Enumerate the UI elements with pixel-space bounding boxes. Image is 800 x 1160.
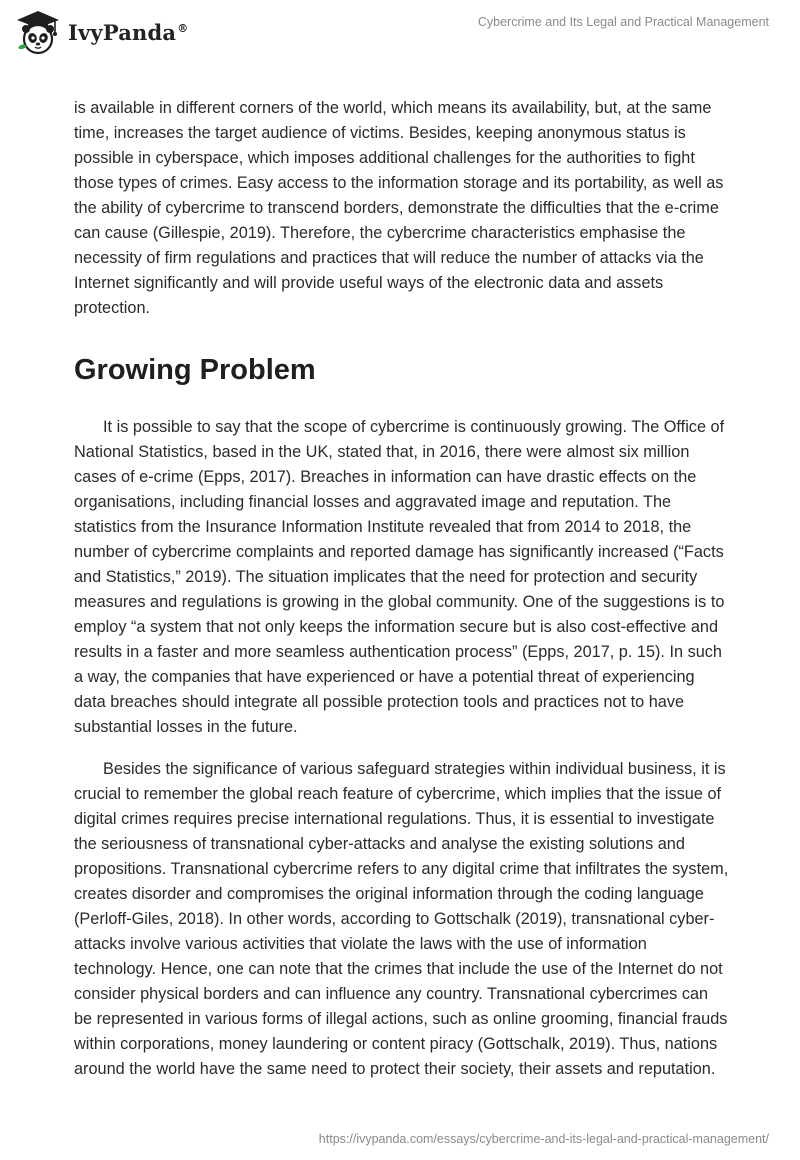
panda-graduate-icon [14,8,62,56]
page-header [0,0,800,64]
intro-paragraph: is available in different corners of the world, which means its availability, but, at the same time, increases the target audience of victims. Besides, keeping anonymous status is possible in cyberspace, which imposes additional challenges for the authorities to fight those types of crimes. Easy access to the information storage and its portability, as well as the ability of cybercrime to transcend borders, demonstrate the difficulties that the e-crime can cause (Gillespie, 2019). Therefore, the cybercrime characteristics emphasise the necessity of firm regulations and practices that will reduce the number of attacks via the Internet significantly and will provide useful ways of the electronic data and assets protection. [74,99,724,317]
brand-name: IvyPanda® [68,19,189,45]
body-paragraph-1: It is possible to say that the scope of cybercrime is continuously growing. The Office of National Statistics, based in the UK, stated that, in 2016, there were almost six million cases of e-crime (Epps, 2017). Breaches in information can have drastic effects on the organisations, including financial losses and aggravated image and reputation. The statistics from the Insurance Information Institute revealed that from 2014 to 2018, the number of cybercrime complaints and reported damage has significantly increased (“Facts and Statistics,” 2019). The situation implicates that the need for protection and security measures and regulations is growing in the global community. One of the suggestions is to employ “a system that not only keeps the information secure but is also cost-effective and results in a faster and more seamless authentication process” (Epps, 2017, p. 15). In such a way, the companies that have experienced or have a potential threat of experiencing data breaches should integrate all possible protection tools and practices not to have substantial losses in the future. [74,418,725,736]
section-heading: Growing Problem [74,354,316,386]
essay-body [74,96,730,1082]
registered-mark: ® [177,21,189,35]
source-url[interactable]: https://ivypanda.com/essays/cybercrime-and-its-legal-and-practical-management/ [318,1132,769,1146]
brand-logo[interactable] [14,8,188,56]
body-paragraph-2: Besides the significance of various safeguard strategies within individual business, it is crucial to remember the global reach feature of cybercrime, which implies that the issue of digital crimes requires precise international regulations. Thus, it is essential to investigate the seriousness of transnational cyber-attacks and analyse the existing solutions and propositions. Transnational cybercrime refers to any digital crime that infiltrates the system, creates disorder and compromises the original information through the coding language (Perloff-Giles, 2018). In other words, according to Gottschalk (2019), transnational cyber-attacks involve various activities that violate the laws with the use of information technology. Hence, one can note that the crimes that include the use of the Internet do not consider physical borders and can influence any country. Transnational cybercrimes can be represented in various forms of illegal actions, such as online grooming, financial frauds within corporations, money laundering or content piracy (Gottschalk, 2019). Thus, nations around the world have the same need to protect their society, their assets and reputation. [74,760,729,1078]
document-title: Cybercrime and Its Legal and Practical Management [477,15,769,29]
